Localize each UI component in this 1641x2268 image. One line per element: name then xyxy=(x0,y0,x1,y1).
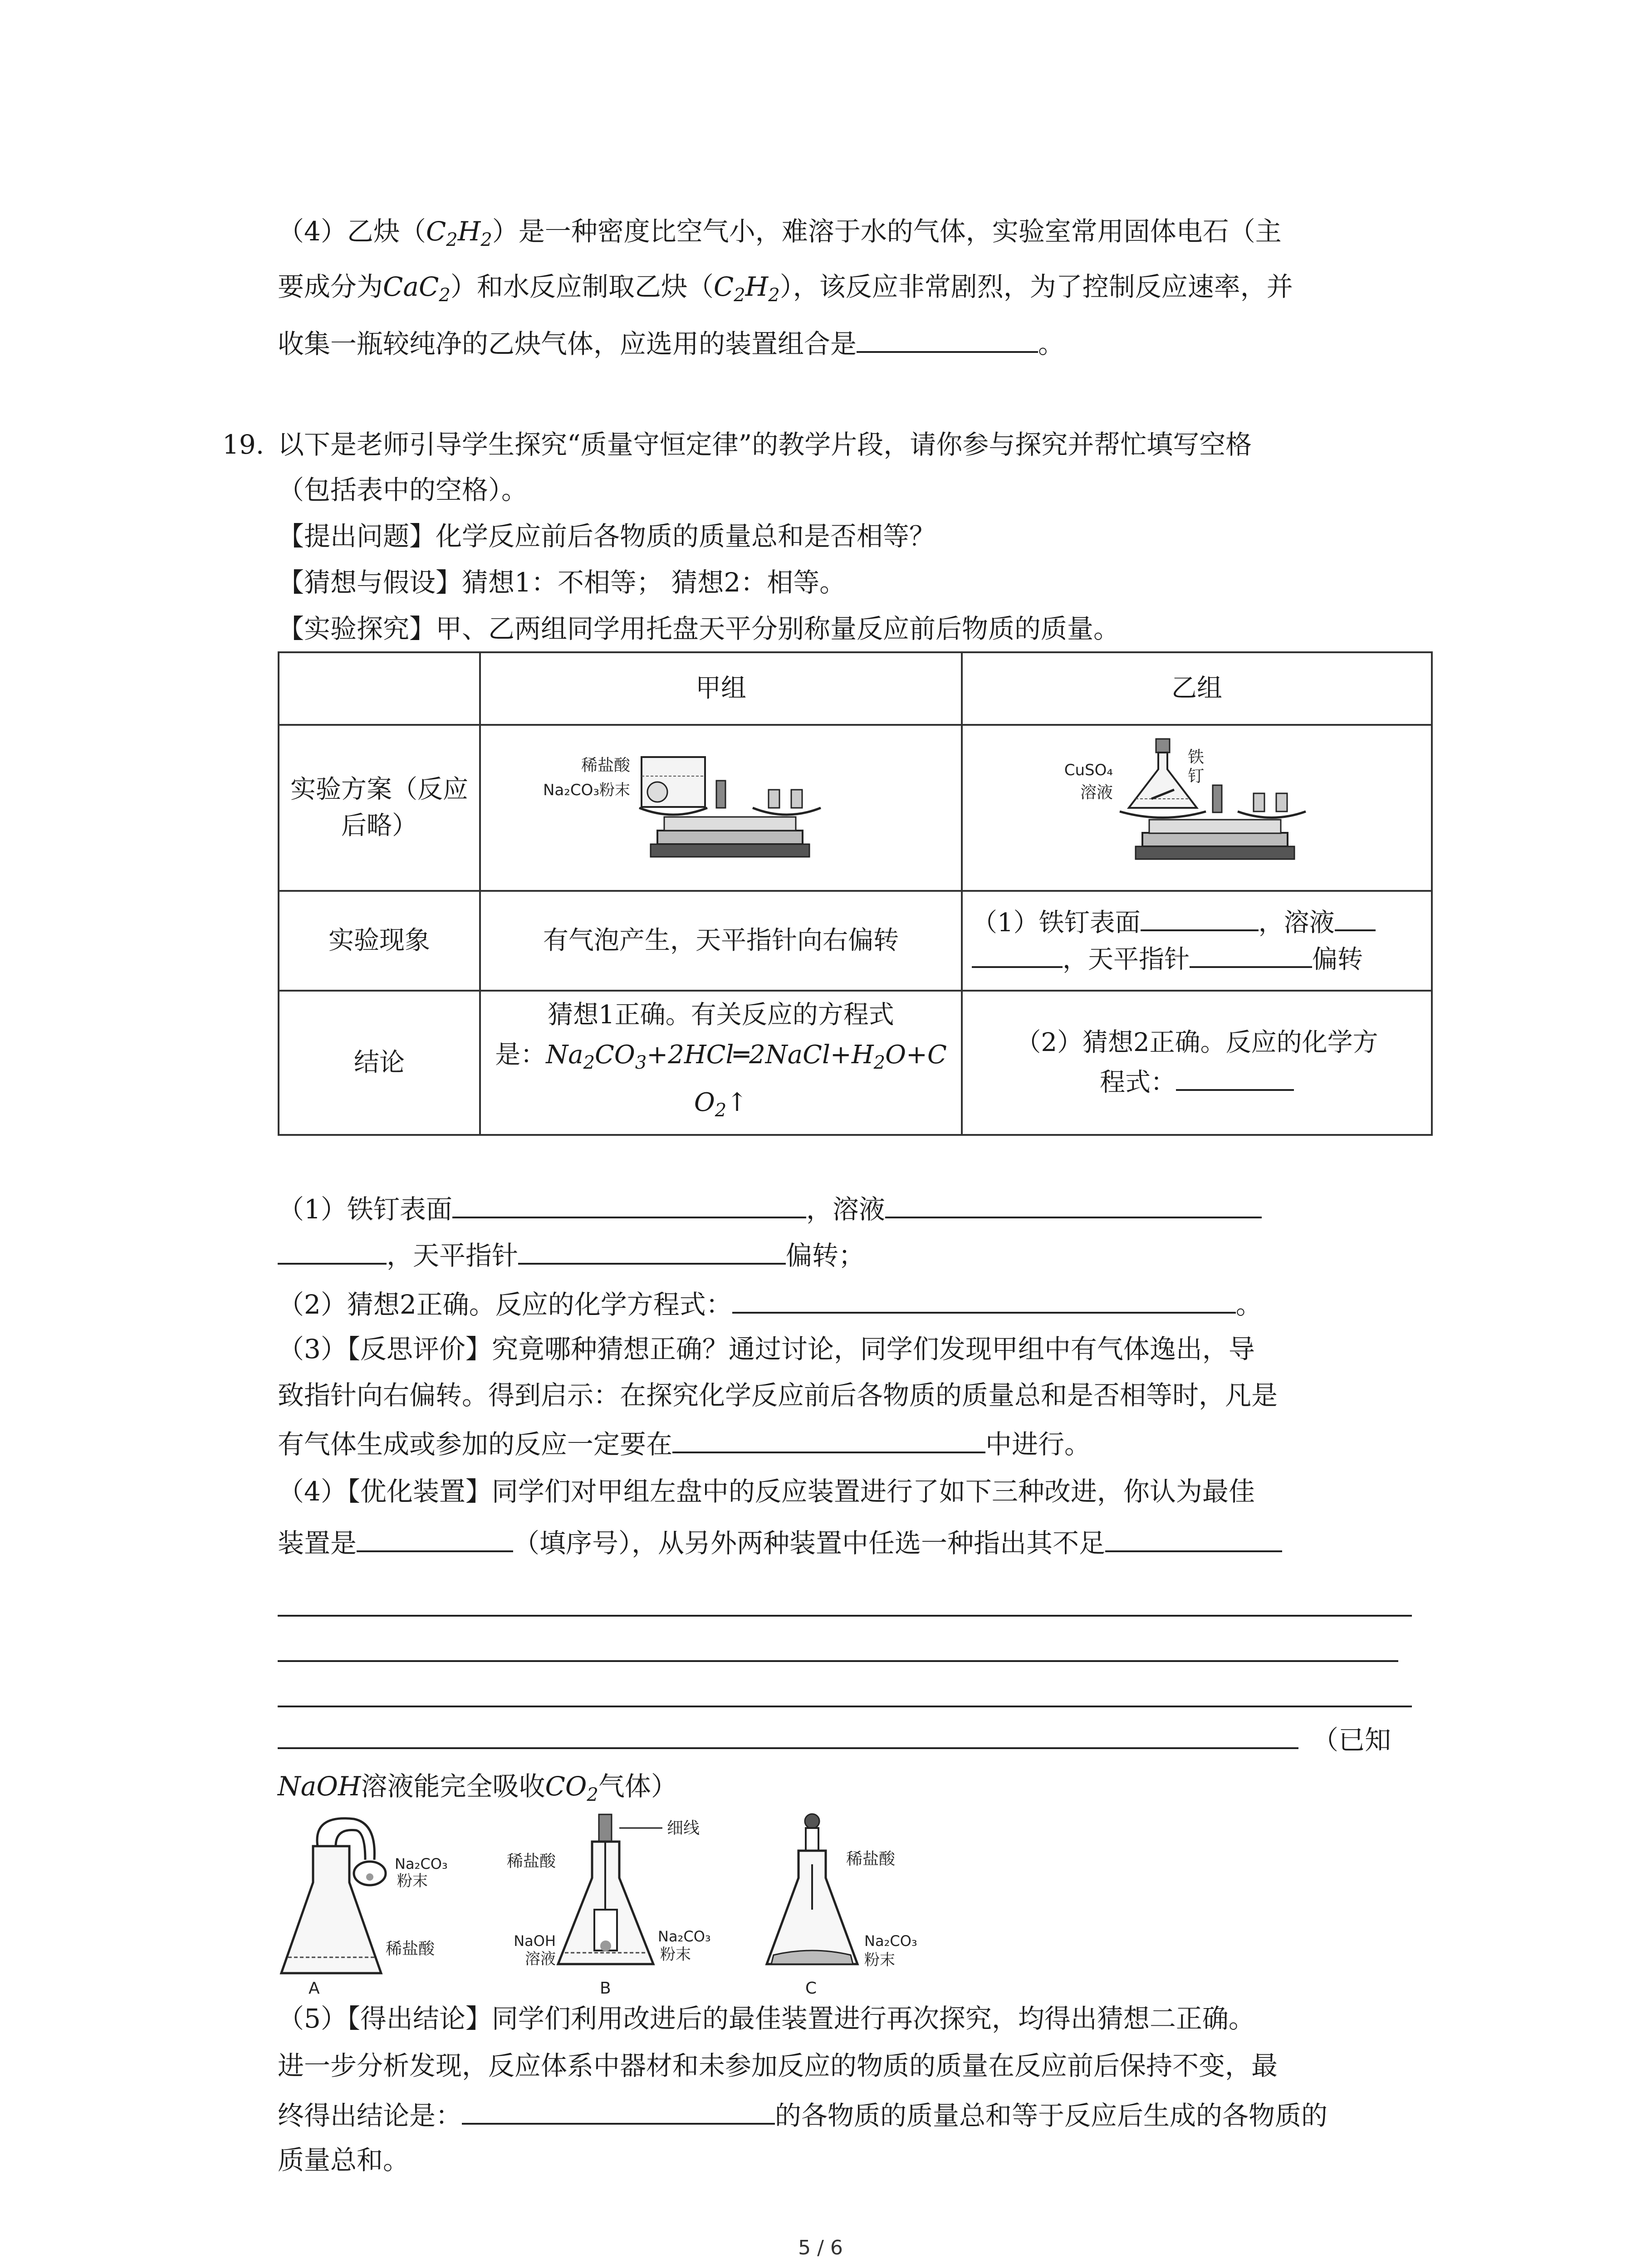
table-corner-cell xyxy=(279,652,480,725)
q19-experiment: 【实验探究】甲、乙两组同学用托盘天平分别称量反应前后物质的质量。 xyxy=(278,613,1120,644)
device-c-na2co3-label: Na₂CO₃ xyxy=(864,1932,917,1950)
balance-figure-b xyxy=(1038,731,1356,876)
table-blank-solution-a[interactable] xyxy=(1335,904,1376,931)
q19-intro2: （包括表中的空格）。 xyxy=(278,474,528,505)
answer-1-line1: （1）铁钉表面 ，溶液 xyxy=(278,1188,1262,1227)
plan-image-group-a xyxy=(480,725,962,891)
answer-1-line2: ，天平指针 偏转； xyxy=(278,1235,865,1274)
answer-5-line3: 终得出结论是： 的各物质的质量总和等于反应后生成的各物质的 xyxy=(278,2095,1327,2134)
label-solution: 溶液 xyxy=(1080,783,1113,802)
device-b-thread-label: 细线 xyxy=(667,1819,700,1838)
device-b-na2co3-label: Na₂CO₃ xyxy=(658,1928,711,1945)
row-label-plan: 实验方案（反应后略） xyxy=(279,725,480,891)
q18-4-line3: 收集一瓶较纯净的乙炔气体，应选用的装置组合是 。 xyxy=(278,323,1064,362)
label-nail: 钉 xyxy=(1188,767,1205,786)
table-header-row xyxy=(279,652,1432,725)
table-row-conclusion xyxy=(279,991,1432,1135)
table-blank-nail-surface[interactable] xyxy=(1141,904,1259,931)
q18-4-line1: （4）乙炔$(C_2H_2)$是一种密度比空气小，难溶于水的气体，实验室常用固体电石（主 xyxy=(278,216,1282,250)
label-dilute-hcl: 稀盐酸 xyxy=(581,756,630,775)
label-iron: 铁 xyxy=(1188,748,1205,767)
answer-3-line1: （3）【反思评价】究竟哪种猜想正确？通过讨论，同学们发现甲组中有气体逸出，导 xyxy=(278,1334,1255,1364)
device-a xyxy=(281,1818,448,1998)
table-header-group-b: 乙组 xyxy=(962,652,1432,725)
q19-intro1: 以下是老师引导学生探究“质量守恒定律”的教学片段，请你参与探究并帮忙填写空格 xyxy=(278,429,1252,460)
q19-question: 【提出问题】化学反应前后各物质的质量总和是否相等？ xyxy=(278,521,936,552)
answer-line-shortcoming-b[interactable] xyxy=(278,1615,1412,1617)
table-row-plan xyxy=(279,725,1432,891)
answer-blank-shortcoming-a[interactable] xyxy=(1105,1522,1282,1552)
answer-blank-shortcoming-e[interactable] xyxy=(278,1719,1298,1749)
table-blank-pointer[interactable] xyxy=(1190,941,1312,968)
phenomenon-group-b: （1）铁钉表面 ，溶液 ，天平指针 偏转 xyxy=(962,891,1432,991)
answer-5-line1: （5）【得出结论】同学们利用改进后的最佳装置进行再次探究，均得出猜想二正确。 xyxy=(278,2003,1255,2034)
answer-blank-solution-b[interactable] xyxy=(278,1235,387,1265)
q19-number: 19. xyxy=(222,429,265,460)
table-blank-solution-b[interactable] xyxy=(972,941,1063,968)
answer-4-line1: （4）【优化装置】同学们对甲组左盘中的反应装置进行了如下三种改进，你认为最佳 xyxy=(278,1476,1255,1507)
answer-4-line2: 装置是 （填序号），从另外两种装置中任选一种指出其不足 xyxy=(278,1522,1282,1561)
experiment-table xyxy=(278,651,1433,1136)
device-c-powder-label: 粉末 xyxy=(864,1951,895,1969)
q18-4-line2: 要成分为CaC$_2$）和水反应制取乙炔$(C_2H_2)$，该反应非常剧烈，为了控制反应速率，并 xyxy=(278,271,1293,306)
label-cuso4: CuSO₄ xyxy=(1064,761,1113,779)
answer-5-line2: 进一步分析发现，反应体系中器材和未参加反应的物质的质量在反应前后保持不变，最 xyxy=(278,2050,1278,2081)
answer-blank-equation[interactable] xyxy=(732,1284,1236,1314)
answer-line-shortcoming-c[interactable] xyxy=(278,1660,1398,1662)
device-c-letter: C xyxy=(805,1979,817,1998)
answer-3-line2: 致指针向右偏转。得到启示：在探究化学反应前后各物质的质量总和是否相等时，凡是 xyxy=(278,1380,1278,1411)
conclusion-group-b: （2）猜想2正确。反应的化学方 程式： xyxy=(962,991,1432,1135)
q19-hypothesis: 【猜想与假设】猜想1：不相等； 猜想2：相等。 xyxy=(278,567,846,598)
answer-blank-nail-surface[interactable] xyxy=(452,1188,806,1218)
answer-line-shortcoming-d[interactable] xyxy=(278,1706,1412,1707)
device-b-letter: B xyxy=(600,1979,611,1998)
answer-3-line3: 有气体生成或参加的反应一定要在 中进行。 xyxy=(278,1423,1091,1462)
label-na2co3-powder: Na₂CO₃粉末 xyxy=(543,781,630,799)
device-a-letter: A xyxy=(309,1979,320,1998)
answer-2: （2）猜想2正确。反应的化学方程式： 。 xyxy=(278,1284,1262,1323)
page-number: 5 / 6 xyxy=(798,2236,843,2259)
device-b-naoh-label: NaOH xyxy=(514,1932,556,1950)
balance-figure-a xyxy=(543,735,880,871)
row-label-conclusion: 结论 xyxy=(279,991,480,1135)
device-b xyxy=(507,1814,711,1998)
device-a-bottom-label: 稀盐酸 xyxy=(386,1940,435,1958)
answer-blank-best-device[interactable] xyxy=(357,1522,513,1552)
device-b-solution-label: 溶液 xyxy=(525,1950,556,1968)
answer-4-note-line: （已知 xyxy=(278,1719,1391,1758)
table-header-group-a: 甲组 xyxy=(480,652,962,725)
device-c xyxy=(767,1814,917,1998)
device-c-hcl-label: 稀盐酸 xyxy=(846,1850,896,1868)
device-a-top-label2: 粉末 xyxy=(397,1872,428,1890)
answer-blank-closed-container[interactable] xyxy=(672,1423,985,1453)
device-b-powder-label: 粉末 xyxy=(660,1945,691,1964)
device-a-top-label: Na₂CO₃ xyxy=(395,1855,448,1872)
answer-blank-pointer[interactable] xyxy=(518,1235,786,1265)
table-row-phenomenon xyxy=(279,891,1432,991)
phenomenon-group-a: 有气泡产生，天平指针向右偏转 xyxy=(480,891,962,991)
conclusion-group-a: 猜想1正确。有关反应的方程式 是：$Na_2CO_3+2HCl═2NaCl+H_2O+C$ $O_2↑$ xyxy=(480,991,962,1135)
answer-4-note2: NaOH溶液能完全吸收$CO_2$气体） xyxy=(278,1771,677,1805)
row-label-phenomenon: 实验现象 xyxy=(279,891,480,991)
answer-blank-conclusion[interactable] xyxy=(462,2095,775,2125)
answer-blank-device[interactable] xyxy=(857,323,1038,353)
plan-image-group-b xyxy=(962,725,1432,891)
answer-blank-solution-a[interactable] xyxy=(885,1188,1262,1218)
improved-devices-figure xyxy=(272,1810,980,2000)
answer-5-line4: 质量总和。 xyxy=(278,2145,410,2175)
table-blank-equation[interactable] xyxy=(1176,1064,1294,1091)
device-b-left-label: 稀盐酸 xyxy=(506,1852,556,1871)
